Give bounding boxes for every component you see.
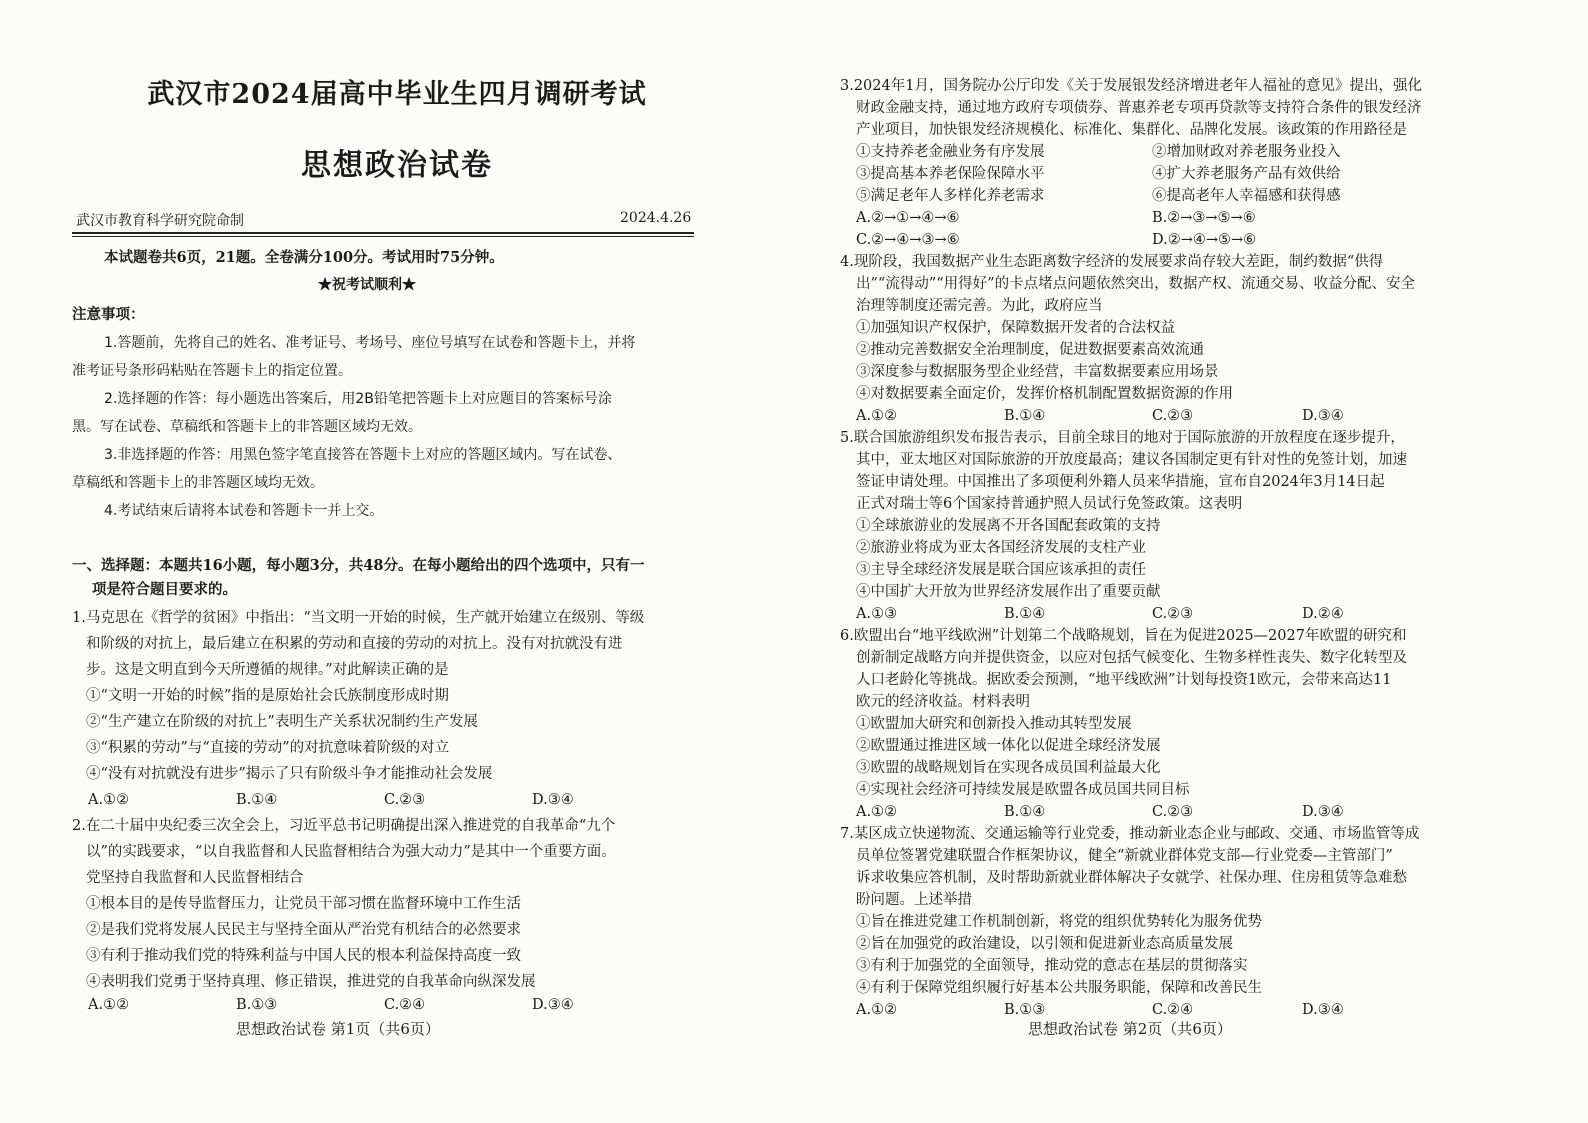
notice-title: 注意事项： bbox=[72, 306, 145, 323]
q7-stem: 诉求收集应答机制，及时帮助新就业群体解决子女就学、社保办理、住房租赁等急难愁 bbox=[856, 870, 1407, 886]
q4-item: ①加强知识产权保护，保障数据开发者的合法权益 bbox=[856, 320, 1175, 336]
q4-option-b: B.①④ bbox=[1004, 408, 1046, 424]
exam-summary: 本试题卷共6页，21题。全卷满分100分。考试用时75分钟。 bbox=[104, 249, 504, 266]
q3-option-d: D.②→④→⑤→⑥ bbox=[1152, 232, 1257, 248]
q6-option-b: B.①④ bbox=[1004, 804, 1046, 820]
q7-option-c: C.②④ bbox=[1152, 1002, 1194, 1018]
q4-option-a: A.①② bbox=[856, 408, 898, 424]
q1-item: ②“生产建立在阶级的对抗上”表明生产关系状况制约生产发展 bbox=[86, 714, 478, 730]
notice-line: 草稿纸和答题卡上的非答题区域均无效。 bbox=[72, 475, 324, 491]
q7-option-b: B.①③ bbox=[1004, 1002, 1046, 1018]
q7-stem: 盼问题。上述举措 bbox=[856, 892, 972, 908]
header-rule bbox=[72, 232, 694, 234]
q3-item: ⑥提高老年人幸福感和获得感 bbox=[1152, 188, 1341, 204]
q3-item: ②增加财政对养老服务业投入 bbox=[1152, 144, 1341, 160]
q2-option-d: D.③④ bbox=[532, 997, 574, 1013]
q5-item: ②旅游业将成为亚太各国经济发展的支柱产业 bbox=[856, 540, 1146, 556]
q5-option-d: D.②④ bbox=[1302, 606, 1344, 622]
q3-stem: 3.2024年1月，国务院办公厅印发《关于发展银发经济增进老年人福祉的意见》提出，强化 bbox=[840, 78, 1422, 94]
q4-stem: 4.现阶段，我国数据产业生态距离数字经济的发展要求尚存较大差距，制约数据“供得 bbox=[840, 254, 1384, 270]
q5-stem: 签证申请处理。中国推出了多项便利外籍人员来华措施，宣布自2024年3月14日起 bbox=[856, 474, 1385, 490]
q5-stem: 5.联合国旅游组织发布报告表示，目前全球目的地对于国际旅游的开放程度在逐步提升， bbox=[840, 430, 1405, 446]
q3-item: ①支持养老金融业务有序发展 bbox=[856, 144, 1045, 160]
section-heading-cont: 项是符合题目要求的。 bbox=[92, 581, 237, 598]
q4-item: ②推动完善数据安全治理制度，促进数据要素高效流通 bbox=[856, 342, 1204, 358]
q4-stem: 出”“流得动”“用得好”的卡点堵点问题依然突出，数据产权、流通交易、收益分配、安全 bbox=[856, 276, 1416, 292]
q4-option-d: D.③④ bbox=[1302, 408, 1344, 424]
good-luck-note: ★祝考试顺利★ bbox=[318, 277, 416, 293]
section-heading: 一、选择题：本题共16小题，每小题3分，共48分。在每小题给出的四个选项中，只有一 bbox=[72, 557, 645, 574]
q1-item: ③“积累的劳动”与“直接的劳动”的对抗意味着阶级的对立 bbox=[86, 740, 450, 756]
q2-stem: 以”的实践要求，“以自我监督和人民监督相结合为强大动力”是其中一个重要方面。 bbox=[86, 844, 616, 860]
q1-option-a: A.①② bbox=[88, 792, 130, 808]
q5-stem: 其中，亚太地区对国际旅游的开放度最高；建议各国制定更有针对性的免签计划，加速 bbox=[856, 452, 1407, 468]
q1-item: ①“文明一开始的时候”指的是原始社会氏族制度形成时期 bbox=[86, 688, 449, 704]
q4-option-c: C.②③ bbox=[1152, 408, 1194, 424]
q7-item: ④有利于保障党组织履行好基本公共服务职能，保障和改善民生 bbox=[856, 980, 1262, 996]
notice-line: 1.答题前，先将自己的姓名、准考证号、考场号、座位号填写在试卷和答题卡上，并将 bbox=[104, 335, 636, 351]
q1-option-c: C.②③ bbox=[384, 792, 426, 808]
q6-stem: 人口老龄化等挑战。据欧委会预测，“地平线欧洲”计划每投资1欧元，会带来高达11 bbox=[856, 672, 1392, 688]
q1-option-d: D.③④ bbox=[532, 792, 574, 808]
q4-item: ④对数据要素全面定价，发挥价格机制配置数据资源的作用 bbox=[856, 386, 1233, 402]
q1-stem: 步。这是文明直到今天所遵循的规律。”对此解读正确的是 bbox=[86, 662, 449, 678]
q5-item: ③主导全球经济发展是联合国应该承担的责任 bbox=[856, 562, 1146, 578]
notice-line: 准考证号条形码粘贴在答题卡上的指定位置。 bbox=[72, 363, 352, 379]
q6-item: ②欧盟通过推进区域一体化以促进全球经济发展 bbox=[856, 738, 1161, 754]
q3-item: ③提高基本养老保险保障水平 bbox=[856, 166, 1045, 182]
q5-item: ①全球旅游业的发展离不开各国配套政策的支持 bbox=[856, 518, 1161, 534]
q7-item: ②旨在加强党的政治建设，以引领和促进新业态高质量发展 bbox=[856, 936, 1233, 952]
q7-stem: 7.某区成立快递物流、交通运输等行业党委，推动新业态企业与邮政、交通、市场监管等成 bbox=[840, 826, 1420, 842]
q2-item: ③有利于推动我们党的特殊利益与中国人民的根本利益保持高度一致 bbox=[86, 948, 521, 964]
q2-option-c: C.②④ bbox=[384, 997, 426, 1013]
q3-option-a: A.②→①→④→⑥ bbox=[856, 210, 960, 226]
q7-option-d: D.③④ bbox=[1302, 1002, 1344, 1018]
q3-item: ④扩大养老服务产品有效供给 bbox=[1152, 166, 1341, 182]
q6-stem: 欧元的经济收益。材料表明 bbox=[856, 694, 1030, 710]
header-rule-thin bbox=[72, 236, 694, 237]
q5-option-a: A.①③ bbox=[856, 606, 898, 622]
q1-item: ④“没有对抗就没有进步”揭示了只有阶级斗争才能推动社会发展 bbox=[86, 766, 493, 782]
q6-item: ①欧盟加大研究和创新投入推动其转型发展 bbox=[856, 716, 1132, 732]
q4-item: ③深度参与数据服务型企业经营，丰富数据要素应用场景 bbox=[856, 364, 1219, 380]
q6-option-d: D.③④ bbox=[1302, 804, 1344, 820]
page-2 bbox=[794, 0, 1588, 1123]
q2-stem: 2.在二十届中央纪委三次全会上，习近平总书记明确提出深入推进党的自我革命“九个 bbox=[72, 818, 616, 834]
q4-stem: 治理等制度还需完善。为此，政府应当 bbox=[856, 298, 1103, 314]
q5-option-c: C.②③ bbox=[1152, 606, 1194, 622]
exam-date: 2024.4.26 bbox=[620, 210, 692, 226]
q6-stem: 6.欧盟出台“地平线欧洲”计划第二个战略规划，旨在为促进2025—2027年欧盟的研究和 bbox=[840, 628, 1407, 644]
q1-stem: 和阶级的对抗上，最后建立在积累的劳动和直接的劳动的对抗上。没有对抗就没有进 bbox=[86, 636, 623, 652]
q5-option-b: B.①④ bbox=[1004, 606, 1046, 622]
page-footer: 思想政治试卷 第2页（共6页） bbox=[1028, 1020, 1232, 1038]
q2-item: ②是我们党将发展人民民主与坚持全面从严治党有机结合的必然要求 bbox=[86, 922, 521, 938]
q5-item: ④中国扩大开放为世界经济发展作出了重要贡献 bbox=[856, 584, 1161, 600]
q6-item: ④实现社会经济可持续发展是欧盟各成员国共同目标 bbox=[856, 782, 1190, 798]
q2-option-a: A.①② bbox=[88, 997, 130, 1013]
notice-line: 黑。写在试卷、草稿纸和答题卡上的非答题区域均无效。 bbox=[72, 419, 422, 435]
q2-item: ④表明我们党勇于坚持真理、修正错误，推进党的自我革命向纵深发展 bbox=[86, 974, 536, 990]
notice-line: 3.非选择题的作答：用黑色签字笔直接答在答题卡上对应的答题区域内。写在试卷、 bbox=[104, 447, 622, 463]
notice-line: 2.选择题的作答：每小题选出答案后，用2B铅笔把答题卡上对应题目的答案标号涂 bbox=[104, 391, 612, 407]
q2-option-b: B.①③ bbox=[236, 997, 278, 1013]
q6-option-a: A.①② bbox=[856, 804, 898, 820]
notice-line: 4.考试结束后请将本试卷和答题卡一并上交。 bbox=[104, 503, 384, 519]
q7-option-a: A.①② bbox=[856, 1002, 898, 1018]
q3-option-c: C.②→④→③→⑥ bbox=[856, 232, 960, 248]
q6-item: ③欧盟的战略规划旨在实现各成员国利益最大化 bbox=[856, 760, 1161, 776]
q7-stem: 员单位签署党建联盟合作框架协议，健全“新就业群体党支部—行业党委—主管部门” bbox=[856, 848, 1393, 864]
q3-stem: 财政金融支持，通过地方政府专项债券、普惠养老专项再贷款等支持符合条件的银发经济 bbox=[856, 100, 1422, 116]
subject-title: 思想政治试卷 bbox=[301, 148, 493, 183]
q5-stem: 正式对瑞士等6个国家持普通护照人员试行免签政策。这表明 bbox=[856, 496, 1243, 512]
issuer: 武汉市教育科学研究院命制 bbox=[76, 213, 244, 229]
q6-stem: 创新制定战略方向并提供资金，以应对包括气候变化、生物多样性丧失、数字化转型及 bbox=[856, 650, 1407, 666]
q3-stem: 产业项目，加快银发经济规模化、标准化、集群化、品牌化发展。该政策的作用路径是 bbox=[856, 122, 1407, 138]
q3-option-b: B.②→③→⑤→⑥ bbox=[1152, 210, 1256, 226]
q7-item: ①旨在推进党建工作机制创新，将党的组织优势转化为服务优势 bbox=[856, 914, 1262, 930]
q7-item: ③有利于加强党的全面领导，推动党的意志在基层的贯彻落实 bbox=[856, 958, 1248, 974]
q6-option-c: C.②③ bbox=[1152, 804, 1194, 820]
q1-option-b: B.①④ bbox=[236, 792, 278, 808]
page-footer: 思想政治试卷 第1页（共6页） bbox=[236, 1020, 440, 1038]
q1-stem: 1.马克思在《哲学的贫困》中指出：“当文明一开始的时候，生产就开始建立在级别、等级 bbox=[72, 610, 645, 626]
q3-item: ⑤满足老年人多样化养老需求 bbox=[856, 188, 1045, 204]
exam-title: 武汉市2024届高中毕业生四月调研考试 bbox=[147, 79, 647, 110]
q2-stem: 党坚持自我监督和人民监督相结合 bbox=[86, 870, 304, 886]
q2-item: ①根本目的是传导监督压力，让党员干部习惯在监督环境中工作生活 bbox=[86, 896, 521, 912]
